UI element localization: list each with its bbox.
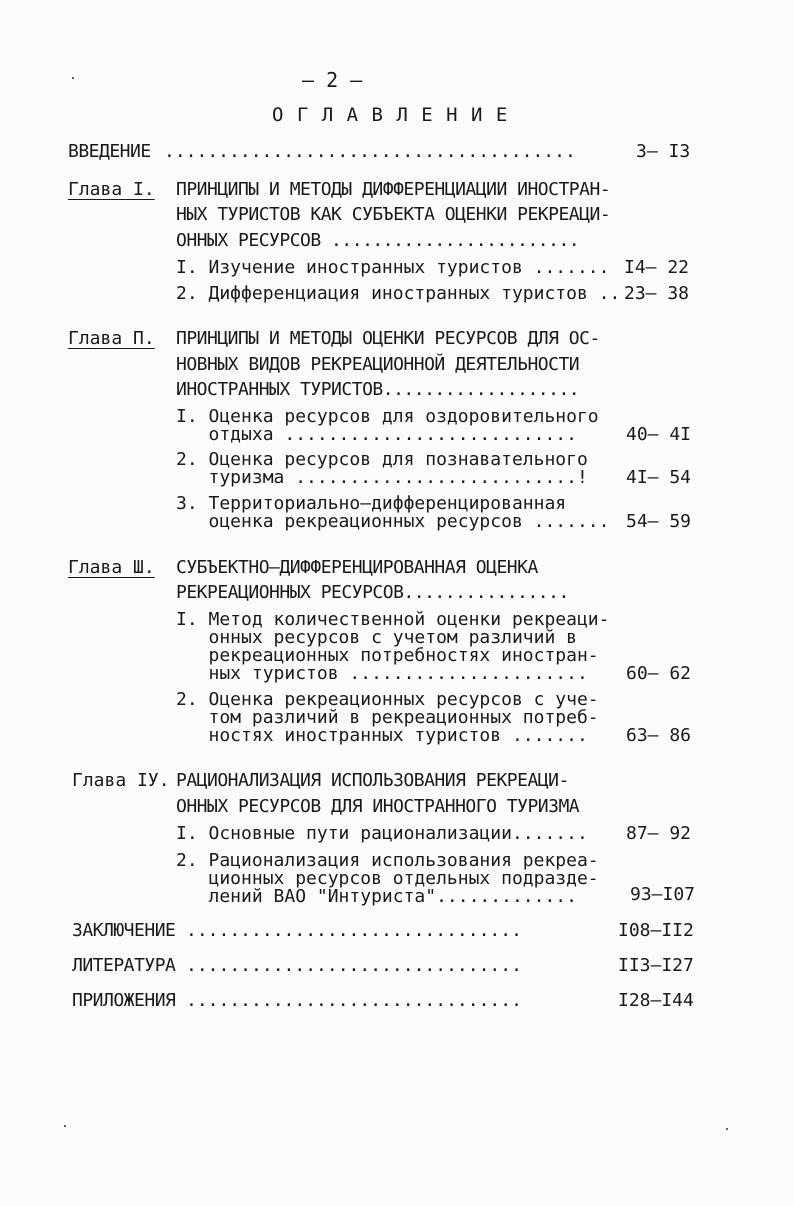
section-line: отдыха ........................... [176, 424, 577, 445]
backmatter-label: ЛИТЕРАТУРА [72, 955, 176, 976]
section-line: том различий в рекреационных потреб- [176, 707, 599, 728]
scan-speck [72, 77, 74, 79]
section-pages: 60– 62 [626, 663, 692, 684]
section-line: рекреационных потребностях иностран- [176, 645, 599, 666]
chapter-title-line: СУБЪЕКТНО–ДИФФЕРЕНЦИРОВАННАЯ ОЦЕНКА [176, 557, 538, 578]
chapter-title-line: НЫХ ТУРИСТОВ КАК СУБЪЕКТА ОЦЕНКИ РЕКРЕАЦИ- [176, 204, 611, 225]
chapter-title-line: ОННЫХ РЕСУРСОВ ДЛЯ ИНОСТРАННОГО ТУРИЗМА [176, 796, 580, 817]
backmatter-leader: ............................... [186, 955, 522, 976]
chapter-label: Глава IУ. [72, 770, 170, 791]
chapter-label: Глава I. [68, 179, 155, 200]
section-line: туризма ..........................! [176, 467, 588, 488]
page-title: О Г Л А В Л Е Н И Е [272, 104, 509, 126]
chapter-title-line: ПРИНЦИПЫ И МЕТОДЫ ДИФФЕРЕНЦИАЦИИ ИНОСТРАН- [176, 179, 611, 200]
backmatter-pages: I08–II2 [618, 920, 694, 941]
section-line: лений ВАО "Интуриста"............. [176, 886, 577, 907]
section-line: I. Основные пути рационализации....... [176, 823, 588, 844]
section-pages: 40– 4I [626, 424, 692, 445]
backmatter-label: ЗАКЛЮЧЕНИЕ [72, 920, 176, 941]
section-line: онных ресурсов с учетом различий в [176, 627, 577, 648]
section-line: 2. Дифференциация иностранных туристов .. [176, 283, 621, 304]
section-pages: 63– 86 [626, 725, 692, 746]
section-line: I. Изучение иностранных туристов ....... [176, 257, 610, 278]
chapter-title-line: ОННЫХ РЕСУРСОВ ........................ [176, 230, 580, 251]
chapter-label: Глава Ш. [68, 557, 155, 578]
section-line: 3. Территориально–дифференцированная [176, 493, 567, 514]
backmatter-leader: ............................... [186, 920, 522, 941]
section-pages: 23– 38 [624, 283, 690, 304]
scan-speck [64, 1125, 66, 1127]
backmatter-leader: ............................... [186, 990, 522, 1011]
section-line: ционных ресурсов отдельных подразде- [176, 868, 599, 889]
section-line: ностях иностранных туристов ....... [176, 725, 588, 746]
section-line: 2. Оценка рекреационных ресурсов с уче- [176, 689, 599, 710]
chapter-label: Глава П. [68, 328, 155, 349]
section-line: ных туристов ...................... [176, 663, 588, 684]
section-line: 2. Оценка ресурсов для познавательного [176, 449, 588, 470]
chapter-title-line: ПРИНЦИПЫ И МЕТОДЫ ОЦЕНКИ РЕСУРСОВ ДЛЯ ОС- [176, 328, 600, 349]
backmatter-label: ПРИЛОЖЕНИЯ [72, 990, 176, 1011]
section-pages: 54– 59 [626, 511, 692, 532]
chapter-title-line: НОВНЫХ ВИДОВ РЕКРЕАЦИОННОЙ ДЕЯТЕЛЬНОСТИ [176, 354, 580, 375]
section-pages: 4I– 54 [626, 467, 692, 488]
chapter-title-line: ИНОСТРАННЫХ ТУРИСТОВ................... [176, 379, 580, 400]
section-line: 2. Рационализация использования рекреа- [176, 850, 599, 871]
section-pages: 93–I07 [630, 884, 696, 905]
section-line: I. Метод количественной оценки рекреаци- [176, 609, 610, 630]
backmatter-pages: I28–I44 [618, 990, 694, 1011]
intro-leader: ...................................... [164, 141, 576, 162]
section-pages: 87– 92 [626, 823, 692, 844]
chapter-title-line: РАЦИОНАЛИЗАЦИЯ ИСПОЛЬЗОВАНИЯ РЕКРЕАЦИ- [176, 770, 569, 791]
intro-label: ВВЕДЕНИЕ [68, 141, 151, 162]
section-line: I. Оценка ресурсов для оздоровительного [176, 406, 599, 427]
backmatter-pages: II3–I27 [618, 955, 694, 976]
section-pages: I4– 22 [624, 257, 690, 278]
intro-pages: 3– I3 [636, 141, 691, 162]
page-number: – 2 – [302, 68, 363, 92]
scan-speck [726, 1128, 728, 1130]
section-line: оценка рекреационных ресурсов ....... [176, 511, 610, 532]
chapter-title-line: РЕКРЕАЦИОННЫХ РЕСУРСОВ................ [176, 582, 569, 603]
